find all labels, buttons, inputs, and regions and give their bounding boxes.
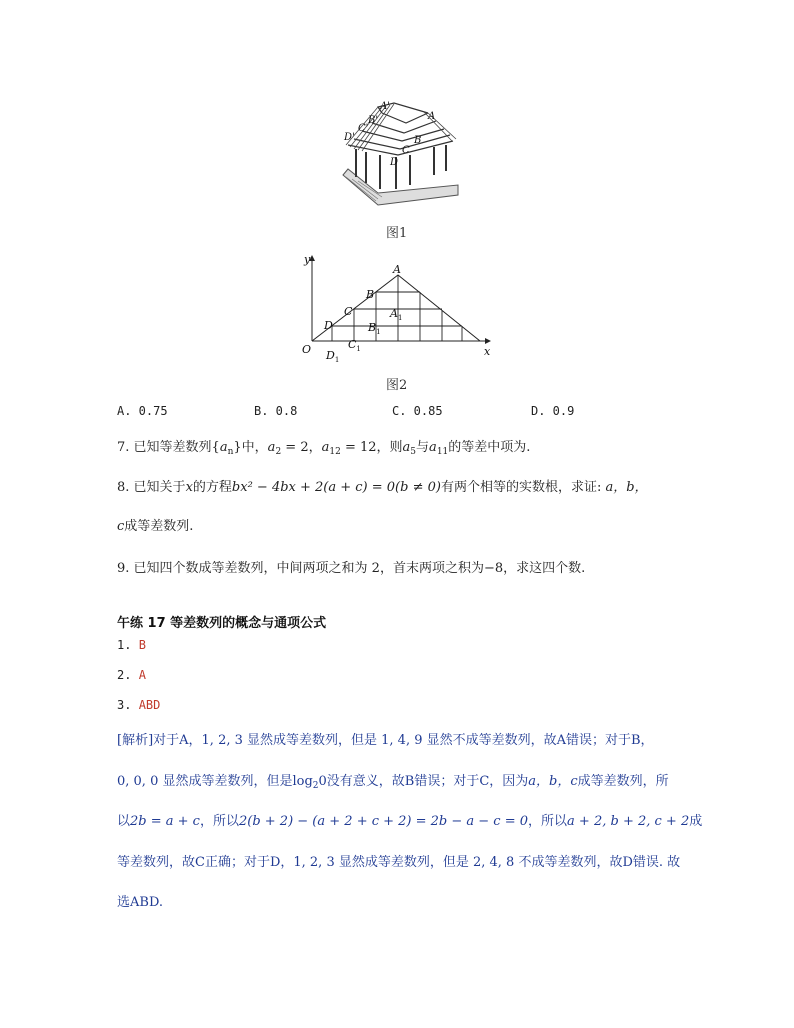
fig2-label-o: O <box>302 343 312 356</box>
fig2-label-c: C <box>344 305 353 318</box>
q7-text-1: 已知等差数列{ <box>133 440 220 455</box>
figure-2-caption: 图2 <box>386 378 408 393</box>
answer-2 <box>117 668 146 682</box>
q7-a12: a <box>321 440 330 455</box>
answer-3 <box>117 698 160 712</box>
fig1-label-a-prime: A' <box>380 101 390 112</box>
fig2-label-x: x <box>484 345 491 358</box>
analysis-line-1: [解析]对于A，1, 2, 3 显然成等差数列，但是 1, 4, 9 显然不成等差数列，故A错误；对于B， <box>117 733 654 748</box>
q8-c: c <box>117 519 125 534</box>
analysis-line-5: 选ABD. <box>117 895 164 910</box>
fig2-label-d1: $D_1$ <box>326 349 340 363</box>
q8-text-1: 已知关于 <box>133 480 186 495</box>
option-d[interactable]: D. 0.9 <box>531 404 575 418</box>
q8-text-2: 的方程 <box>192 480 232 495</box>
q7-sub-12: 12 <box>329 447 341 457</box>
q7-eq-12: = 12，则 <box>340 440 403 455</box>
option-b[interactable]: B. 0.8 <box>254 404 298 418</box>
analysis-line-2 <box>117 770 669 791</box>
answer-1-number: 1. <box>117 638 139 652</box>
analysis-line-3 <box>117 810 702 829</box>
q8-number: 8. <box>117 480 134 495</box>
q7-sub-5: 5 <box>410 447 417 457</box>
fig2-label-b: B <box>366 288 375 301</box>
question-7 <box>117 436 530 457</box>
q8-abc: a，b， <box>605 480 648 495</box>
fig2-label-d: D <box>324 319 333 332</box>
figure-1-caption: 图1 <box>386 226 408 241</box>
q7-a11: a <box>429 440 437 455</box>
answer-options <box>117 404 677 424</box>
analysis-l2-d: 成等差数列，所 <box>577 774 669 789</box>
option-a[interactable]: A. 0.75 <box>117 404 168 418</box>
answer-1 <box>117 638 146 652</box>
q7-text-2: }中， <box>233 440 268 455</box>
fig1-label-d-prime: D' <box>344 132 355 143</box>
analysis-l2-a: 0, 0, 0 显然成等差数列，但是log <box>117 774 313 789</box>
q7-with: 与 <box>416 440 430 455</box>
q7-number: 7. <box>117 440 134 455</box>
q7-a2: a <box>267 440 276 455</box>
question-8-line-2 <box>117 515 193 534</box>
q8-tail: 成等差数列. <box>124 519 194 534</box>
fig2-label-a1: $A_1$ <box>390 307 403 322</box>
analysis-l3-eq3: a + 2, b + 2, c + 2 <box>567 814 690 829</box>
q7-a5: a <box>402 440 411 455</box>
answer-2-number: 2. <box>117 668 139 682</box>
analysis-l2-sub: 2 <box>312 781 319 791</box>
q8-x: x <box>185 480 193 495</box>
analysis-l3-a: 以 <box>117 814 131 829</box>
answer-3-number: 3. <box>117 698 139 712</box>
answer-1-value: B <box>138 638 146 652</box>
figure-2-diagram <box>290 253 500 363</box>
question-8 <box>117 476 648 495</box>
section-title: 午练 17 等差数列的概念与通项公式 <box>117 616 327 631</box>
answer-2-value: A <box>138 668 146 682</box>
fig1-label-b-prime: B' <box>368 115 379 126</box>
fig1-label-a: A <box>428 111 436 122</box>
fig1-label-c-prime: C' <box>358 123 369 134</box>
q7-sub-2: 2 <box>275 447 282 457</box>
fig2-label-a: A <box>393 263 401 276</box>
fig1-label-b: B <box>414 135 422 146</box>
option-c[interactable]: C. 0.85 <box>392 404 443 418</box>
analysis-l3-eq2: 2(b + 2) − (a + 2 + c + 2) = 2b − a − c = 0 <box>238 814 529 829</box>
q7-a: a <box>219 440 228 455</box>
analysis-l3-c: ，所以 <box>528 814 568 829</box>
q8-equation: bx² − 4bx + 2(a + c) = 0(b ≠ 0) <box>231 480 441 495</box>
q7-sub-11: 11 <box>436 447 449 457</box>
q7-eq-2: = 2， <box>281 440 322 455</box>
fig1-label-d: D <box>390 157 399 168</box>
answer-3-value: ABD <box>138 698 161 712</box>
fig1-label-c: C <box>402 145 410 156</box>
analysis-line-4: 等差数列，故C正确；对于D，1, 2, 3 显然成等差数列，但是 2, 4, 8 不成等差数列，故D错误. 故 <box>117 855 681 870</box>
fig2-label-y: y <box>304 253 311 266</box>
analysis-l2-b: 0没有意义，故B错误；对于C，因为 <box>318 774 529 789</box>
q7-n: n <box>227 447 234 457</box>
fig2-label-c1: $C_1$ <box>348 338 361 353</box>
analysis-l3-eq1: 2b = a + c <box>130 814 200 829</box>
analysis-l3-d: 成 <box>689 814 703 829</box>
analysis-l3-b: ，所以 <box>199 814 239 829</box>
fig2-label-b1: $B_1$ <box>368 321 381 336</box>
question-9: 9. 已知四个数成等差数列，中间两项之和为 2，首末两项之积为−8，求这四个数. <box>117 561 586 576</box>
q8-text-3: 有两个相等的实数根，求证: <box>440 480 606 495</box>
q7-tail: 的等差中项为. <box>448 440 531 455</box>
figure-1-image <box>338 97 462 211</box>
analysis-l2-abc: a，b，c <box>528 774 578 789</box>
